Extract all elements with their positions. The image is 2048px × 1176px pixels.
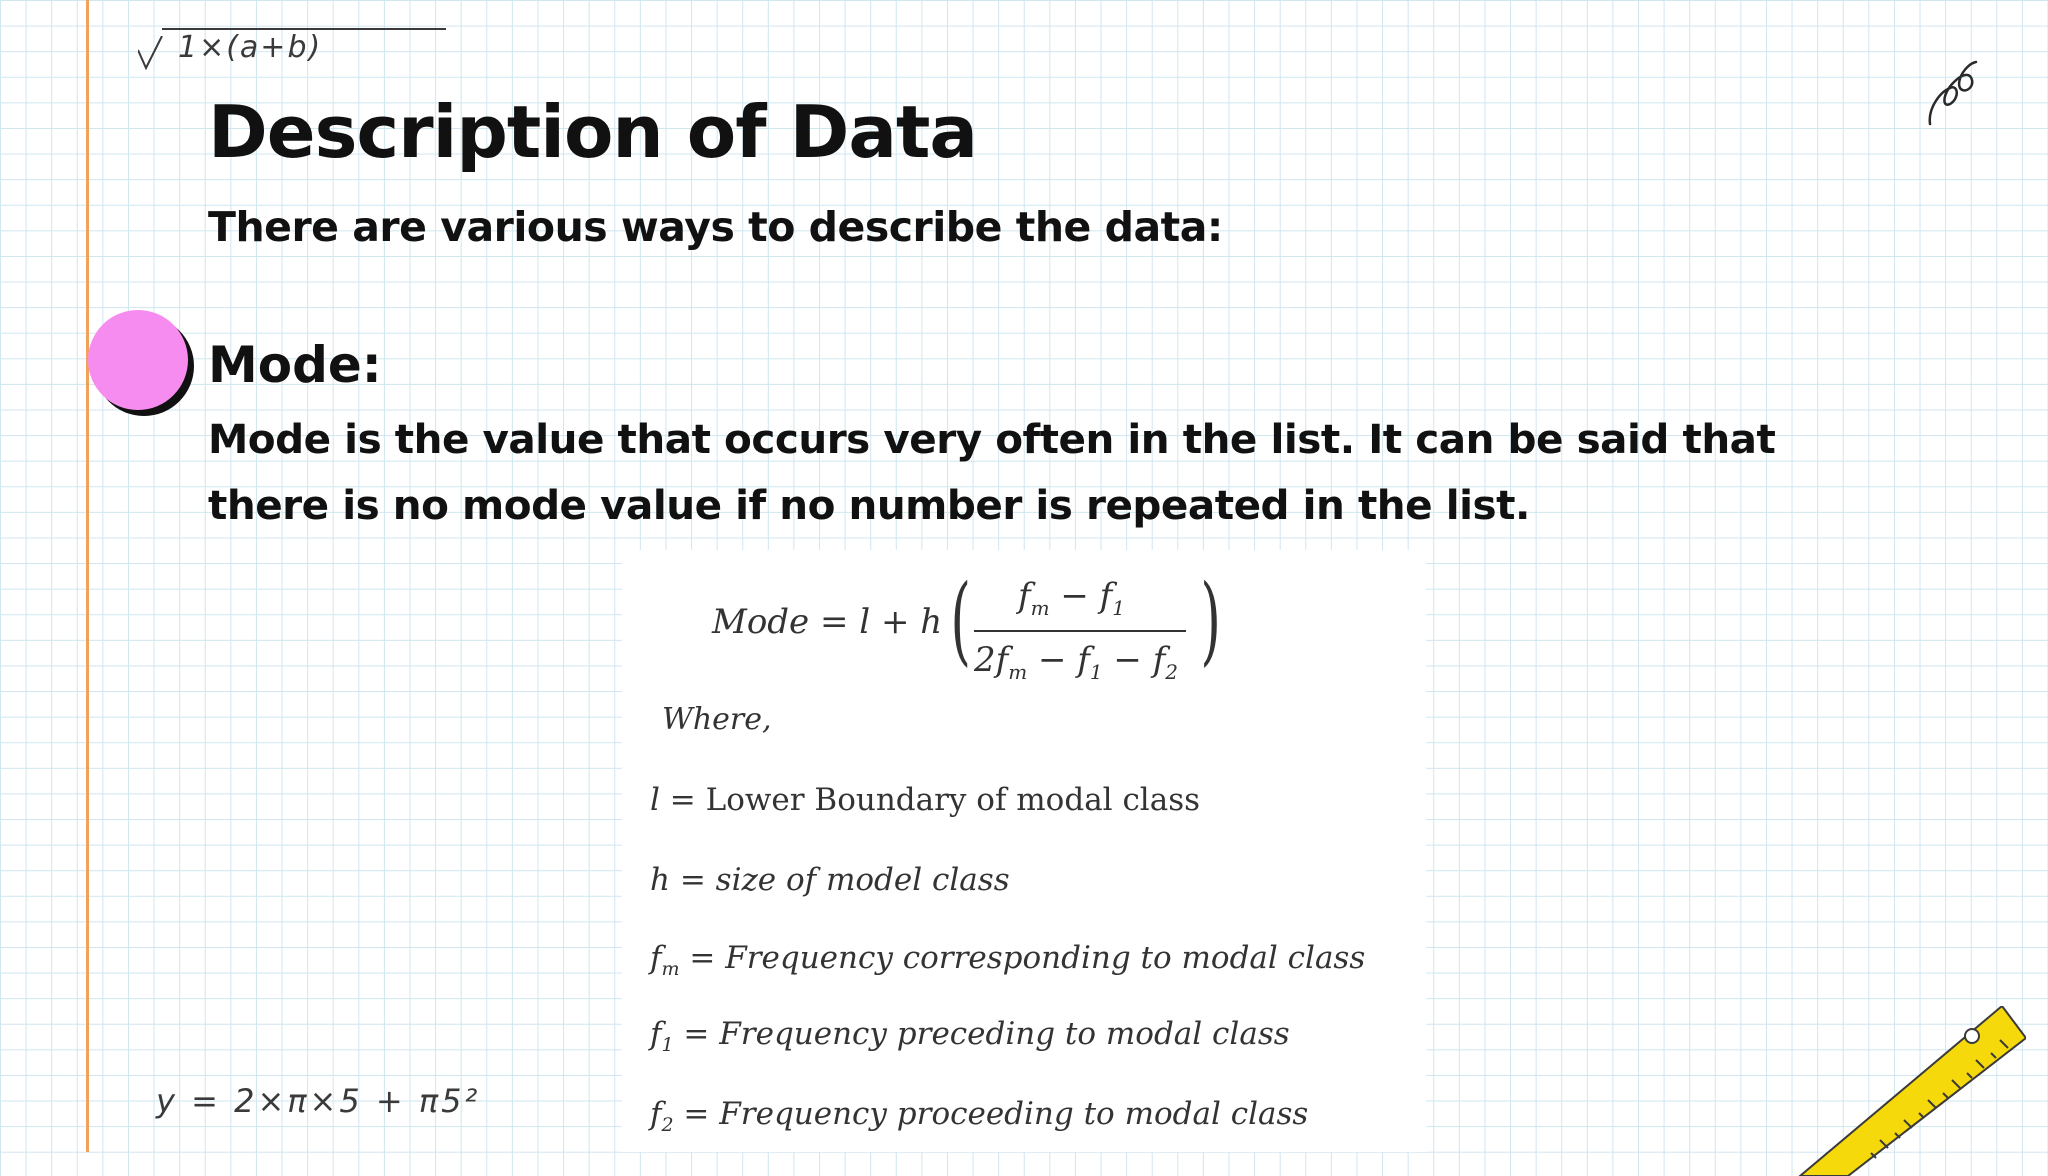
definition-item	[650, 1016, 1290, 1056]
definition-symbol: h	[650, 862, 670, 898]
mode-formula	[712, 564, 1232, 688]
where-label: Where,	[662, 702, 772, 737]
definition-equals: =	[669, 862, 716, 898]
numerator-mid: − f	[1049, 576, 1113, 616]
denominator-c: − f	[1102, 640, 1166, 680]
formula-numerator	[1018, 576, 1125, 620]
definition-equals: =	[659, 782, 706, 818]
page-title: Description of Data	[208, 90, 977, 174]
loop-squiggle-icon	[1926, 58, 1982, 128]
right-paren: )	[1200, 564, 1222, 676]
pink-circle-bullet-icon	[88, 310, 188, 410]
denominator-sub-3: 2	[1165, 659, 1179, 684]
definition-description: size of model class	[715, 862, 1010, 898]
doodle-equation: y = 2×π×5 + π5²	[156, 1082, 481, 1120]
denominator-b: − f	[1027, 640, 1090, 680]
square-root-icon	[138, 36, 164, 70]
definition-item	[650, 862, 1010, 898]
symbol-letter: f	[650, 1096, 662, 1132]
formula-denominator	[974, 640, 1178, 684]
symbol-letter: f	[650, 1016, 662, 1052]
denominator-sub-1: m	[1008, 659, 1028, 684]
definition-equals: =	[679, 940, 726, 976]
numerator-sub-1: m	[1030, 595, 1050, 620]
ruler-icon	[1786, 1006, 2026, 1176]
definition-item	[650, 782, 1200, 818]
definition-equals: =	[673, 1096, 720, 1132]
definition-description: Frequency proceeding to modal class	[719, 1096, 1309, 1132]
definition-equals: =	[673, 1016, 720, 1052]
denominator-a: 2f	[974, 640, 1009, 680]
numerator-text: f	[1018, 576, 1031, 616]
formula-lhs: Mode = l + h	[712, 602, 943, 642]
definition-description: Frequency corresponding to modal class	[725, 940, 1366, 976]
numerator-sub-2: 1	[1112, 595, 1125, 620]
notebook-margin-line	[86, 0, 89, 1152]
definition-symbol	[650, 1096, 674, 1137]
definition-item	[650, 1096, 1308, 1136]
definition-symbol: l	[650, 782, 660, 818]
denominator-sub-2: 1	[1089, 659, 1103, 684]
definition-symbol	[650, 1016, 674, 1057]
definition-description: Lower Boundary of modal class	[705, 782, 1201, 818]
formula-image	[622, 550, 1426, 1152]
section-text: Mode is the value that occurs very often in the list. It can be said that there is no mode value if no number is repeated in the list.	[208, 415, 1776, 529]
definition-item	[650, 940, 1365, 980]
symbol-letter: f	[650, 940, 662, 976]
symbol-subscript: m	[661, 958, 680, 981]
fraction-bar	[974, 630, 1186, 632]
section-heading: Mode:	[208, 336, 382, 394]
page-subtitle: There are various ways to describe the data:	[208, 203, 1223, 251]
definition-symbol	[650, 940, 680, 981]
symbol-subscript: 2	[661, 1114, 674, 1137]
definition-description: Frequency preceding to modal class	[719, 1016, 1290, 1052]
doodle-top-text: 1×(a+b)	[178, 30, 323, 65]
left-paren: (	[950, 564, 972, 676]
symbol-subscript: 1	[661, 1034, 674, 1057]
